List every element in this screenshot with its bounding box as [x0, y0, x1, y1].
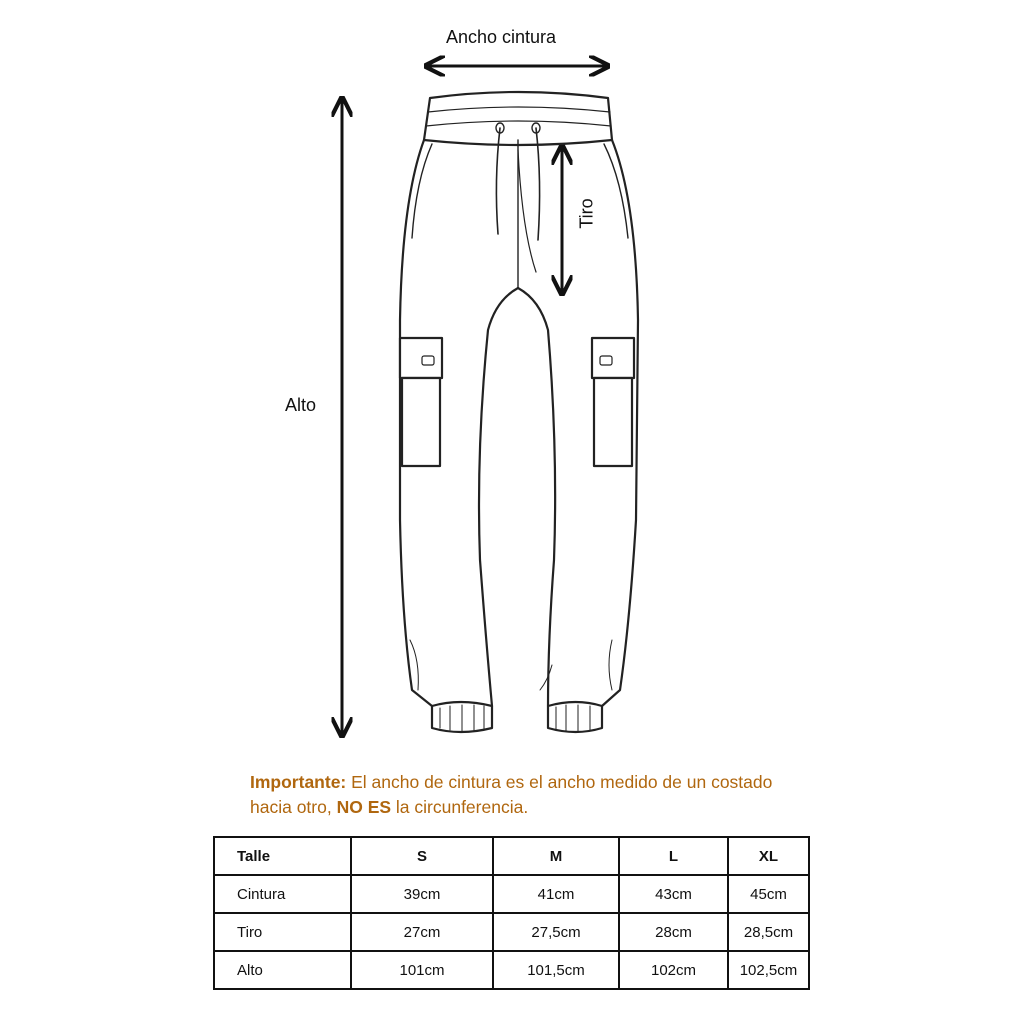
header-cell-s: S	[351, 837, 493, 875]
note-emphasis: NO ES	[336, 797, 392, 817]
table-row	[214, 951, 809, 989]
table-row	[214, 913, 809, 951]
table-cell: 101,5cm	[493, 951, 619, 989]
header-cell-m: M	[493, 837, 619, 875]
header-cell-size: Talle	[214, 837, 351, 875]
row-label-rise: Tiro	[214, 913, 351, 951]
table-cell: 43cm	[619, 875, 728, 913]
table-cell: 27,5cm	[493, 913, 619, 951]
height-label: Alto	[285, 395, 317, 415]
table-cell: 101cm	[351, 951, 493, 989]
table-cell: 41cm	[493, 875, 619, 913]
table-cell: 102cm	[619, 951, 728, 989]
note-lead: Importante:	[250, 772, 347, 792]
table-cell: 28,5cm	[728, 913, 809, 951]
table-cell: 102,5cm	[728, 951, 809, 989]
size-table	[213, 836, 810, 990]
rise-label: Tiro	[576, 198, 597, 229]
waist-width-label: Ancho cintura	[446, 27, 557, 47]
row-label-height: Alto	[214, 951, 351, 989]
table-cell: 28cm	[619, 913, 728, 951]
table-cell: 45cm	[728, 875, 809, 913]
table-cell: 27cm	[351, 913, 493, 951]
header-cell-xl: XL	[728, 837, 809, 875]
important-note	[250, 770, 810, 820]
note-text-2: la circunferencia.	[391, 797, 529, 817]
row-label-waist: Cintura	[214, 875, 351, 913]
pants-outline	[400, 92, 638, 732]
header-cell-l: L	[619, 837, 728, 875]
size-table-header-row	[214, 837, 809, 875]
table-row	[214, 875, 809, 913]
note-text-1: El ancho de cintura es el ancho medido de un costado hacia otro,	[250, 772, 773, 817]
table-cell: 39cm	[351, 875, 493, 913]
